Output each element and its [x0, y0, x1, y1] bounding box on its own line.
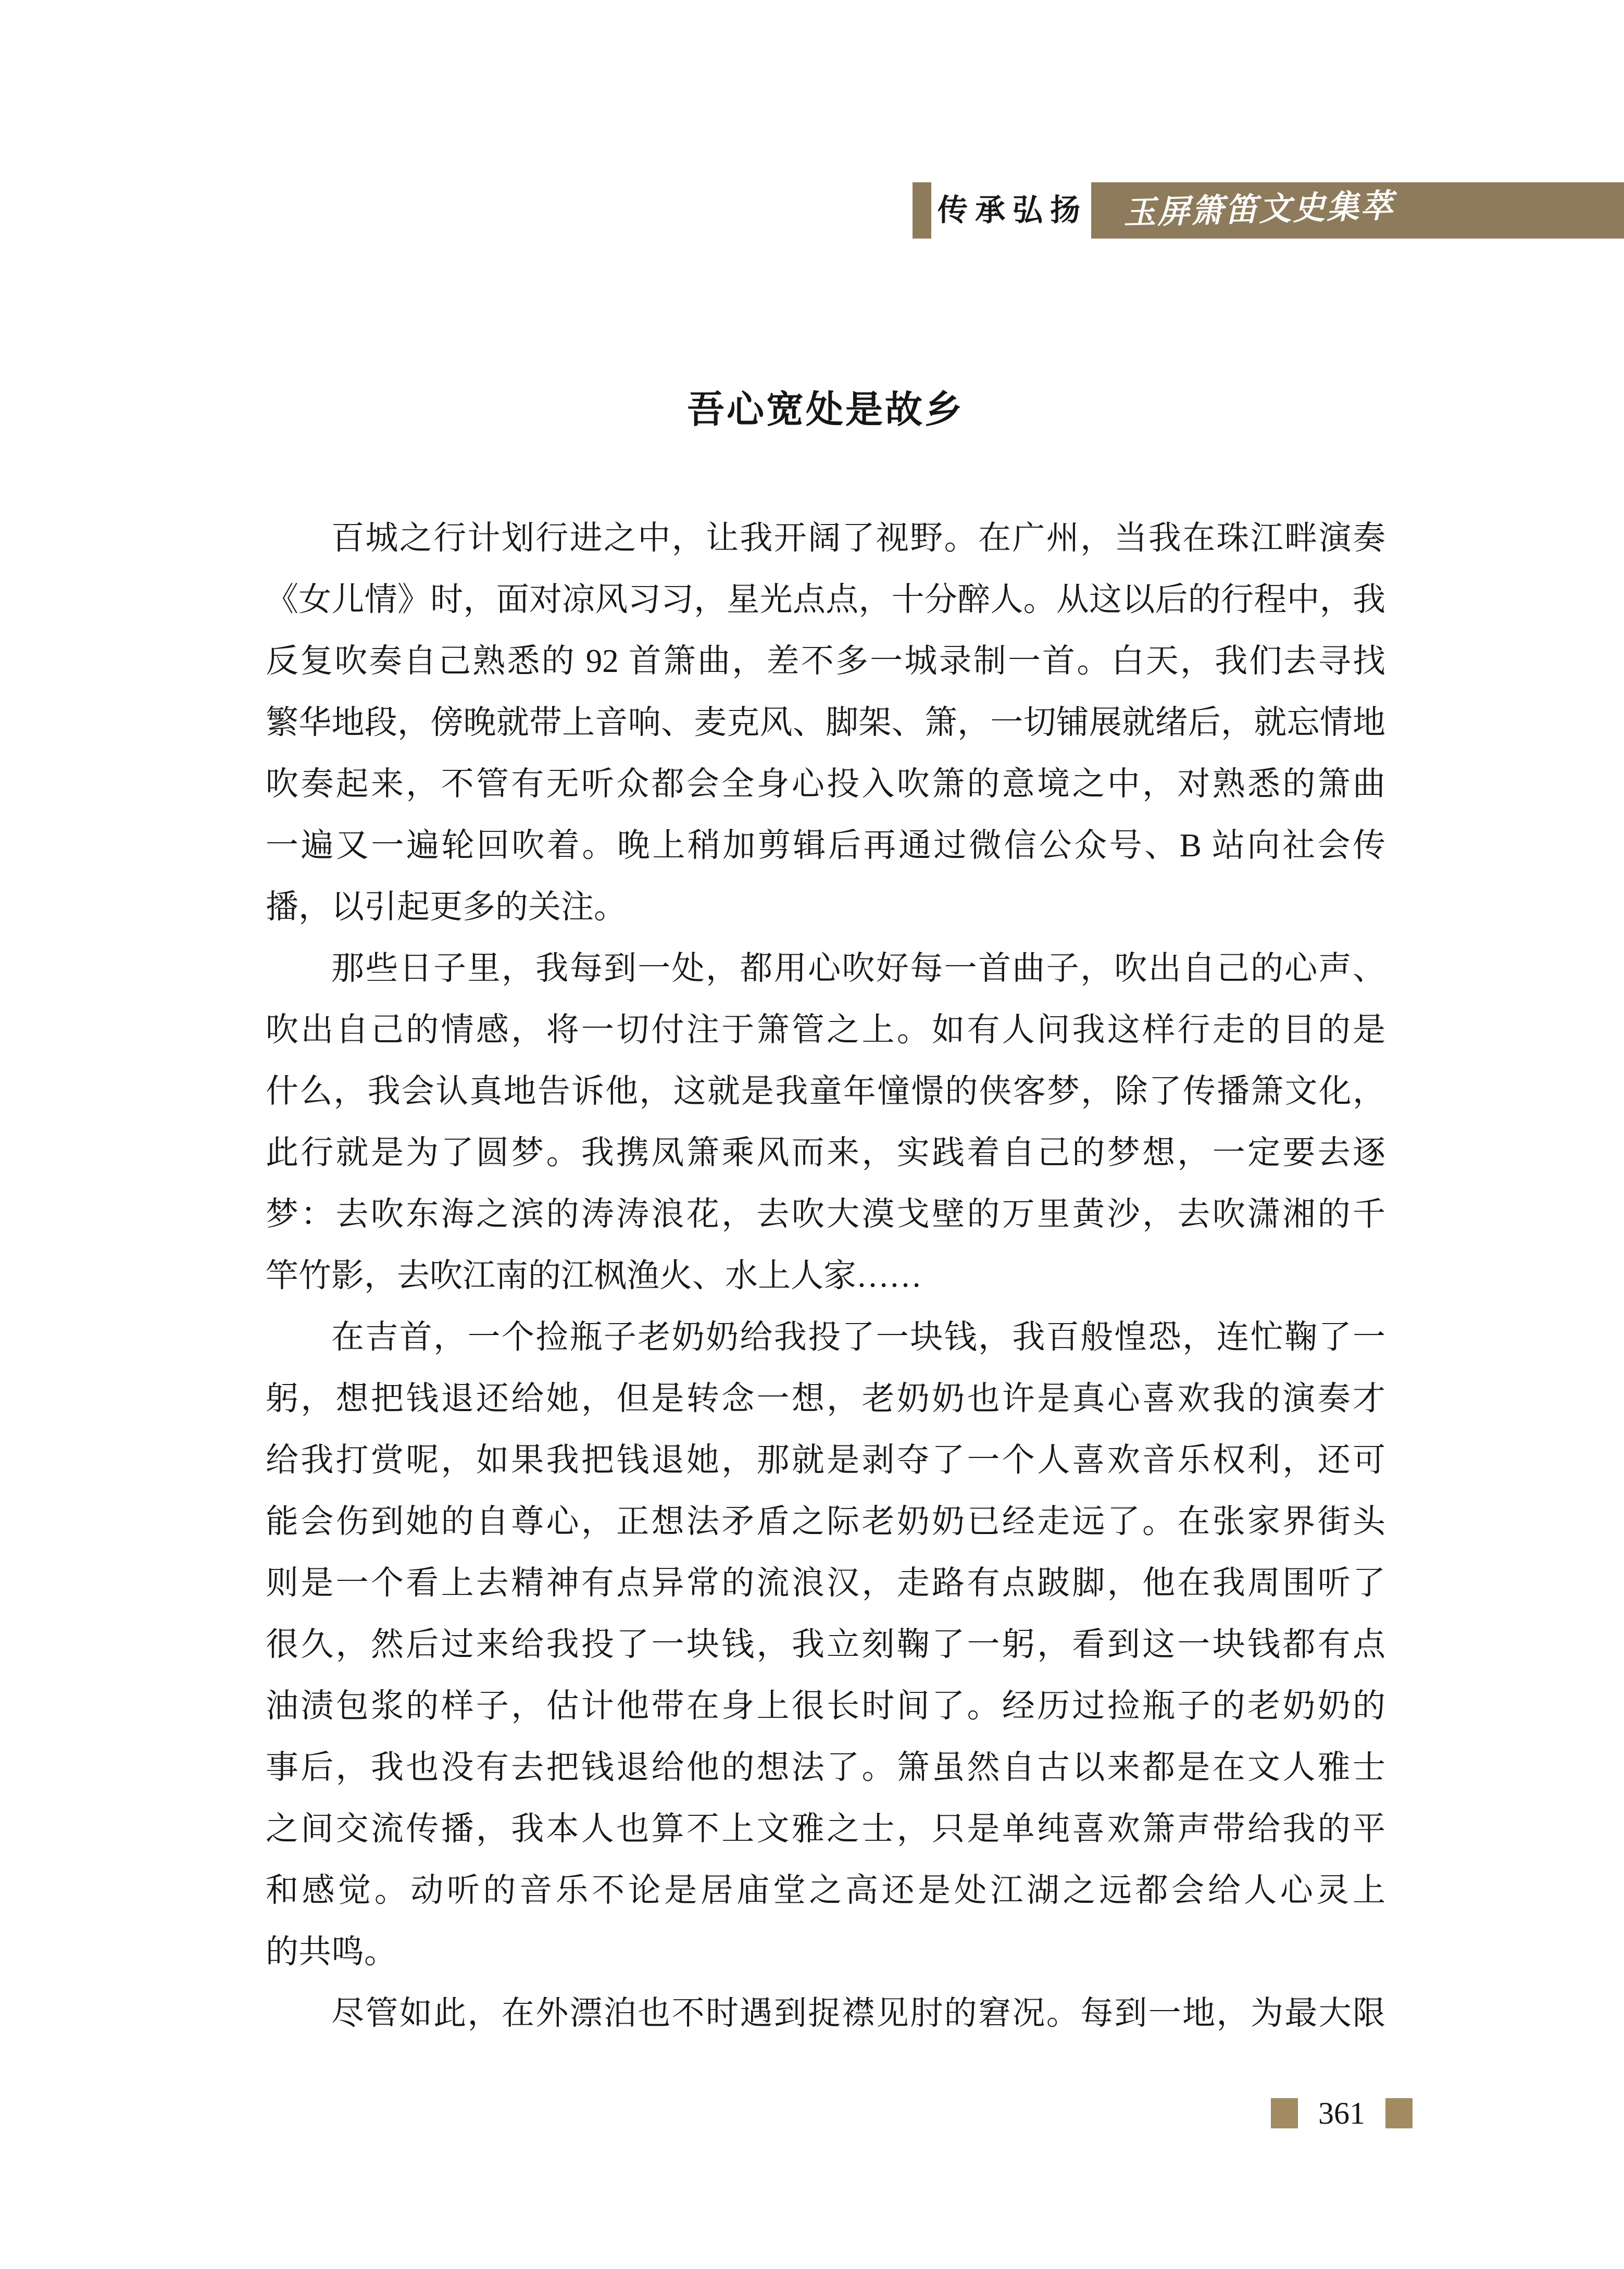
text-line: 那些日子里，我每到一处，都用心吹好每一首曲子，吹出自己的心声、 [331, 950, 1385, 987]
text-line: 百城之行计划行进之中，让我开阔了视野。在广州，当我在珠江畔演奏 [331, 520, 1385, 556]
text-line: 繁华地段，傍晚就带上音响、麦克风、脚架、箫，一切铺展就绪后，就忘情地 [266, 704, 1385, 741]
chapter-banner [1091, 182, 1624, 239]
text-line: 吹出自己的情感，将一切付注于箫管之上。如有人问我这样行走的目的是 [266, 1012, 1385, 1048]
section-label: 传承弘扬 [938, 193, 1088, 227]
text-line: 《女儿情》时，面对凉风习习，星光点点，十分醉人。从这以后的行程中，我 [266, 581, 1385, 618]
text-line: 很久，然后过来给我投了一块钱，我立刻鞠了一躬，看到这一块钱都有点 [266, 1626, 1385, 1663]
footer-ornament-right [1385, 2098, 1413, 2128]
text-line: 能会伤到她的自尊心，正想法矛盾之际老奶奶已经走远了。在张家界街头 [266, 1503, 1385, 1540]
text-line: 之间交流传播，我本人也算不上文雅之士，只是单纯喜欢箫声带给我的平 [266, 1811, 1385, 1847]
text-line: 则是一个看上去精神有点异常的流浪汉，走路有点跛脚，他在我周围听了 [266, 1565, 1385, 1601]
text-line: 给我打赏呢，如果我把钱退她，那就是剥夺了一个人喜欢音乐权利，还可 [266, 1442, 1385, 1478]
text-line: 什么，我会认真地告诉他，这就是我童年憧憬的侠客梦，除了传播箫文化， [266, 1073, 1385, 1109]
section-accent-bar [913, 182, 931, 239]
text-line: 尽管如此，在外漂泊也不时遇到捉襟见肘的窘况。每到一地，为最大限 [331, 1995, 1385, 2031]
chapter-banner-title: 玉屏箫笛文史集萃 [1123, 186, 1395, 232]
text-line: 反复吹奏自己熟悉的 92 首箫曲，差不多一城录制一首。白天，我们去寻找 [266, 643, 1385, 679]
article-title: 吾心宽处是故乡 [686, 389, 964, 431]
page-number: 361 [1318, 2096, 1365, 2130]
text-line: 躬，想把钱退还给她，但是转念一想，老奶奶也许是真心喜欢我的演奏才 [266, 1380, 1385, 1417]
text-line: 事后，我也没有去把钱退给他的想法了。箫虽然自古以来都是在文人雅士 [266, 1749, 1385, 1786]
text-line: 竿竹影，去吹江南的江枫渔火、水上人家…… [266, 1257, 922, 1294]
text-line: 一遍又一遍轮回吹着。晚上稍加剪辑后再通过微信公众号、B 站向社会传 [266, 827, 1385, 864]
text-line: 在吉首，一个捡瓶子老奶奶给我投了一块钱，我百般惶恐，连忙鞠了一 [331, 1319, 1385, 1355]
text-line: 的共鸣。 [266, 1934, 397, 1970]
text-line: 吹奏起来，不管有无听众都会全身心投入吹箫的意境之中，对熟悉的箫曲 [266, 766, 1385, 802]
article-body [266, 507, 1385, 2044]
text-line: 播，以引起更多的关注。 [266, 889, 627, 925]
text-line: 梦：去吹东海之滨的涛涛浪花，去吹大漠戈壁的万里黄沙，去吹潇湘的千 [266, 1196, 1385, 1232]
footer-ornament-left [1271, 2098, 1298, 2128]
text-line: 油渍包浆的样子，估计他带在身上很长时间了。经历过捡瓶子的老奶奶的 [266, 1688, 1385, 1724]
text-line: 此行就是为了圆梦。我携凤箫乘风而来，实践着自己的梦想，一定要去逐 [266, 1134, 1385, 1171]
text-line: 和感觉。动听的音乐不论是居庙堂之高还是处江湖之远都会给人心灵上 [266, 1872, 1385, 1909]
